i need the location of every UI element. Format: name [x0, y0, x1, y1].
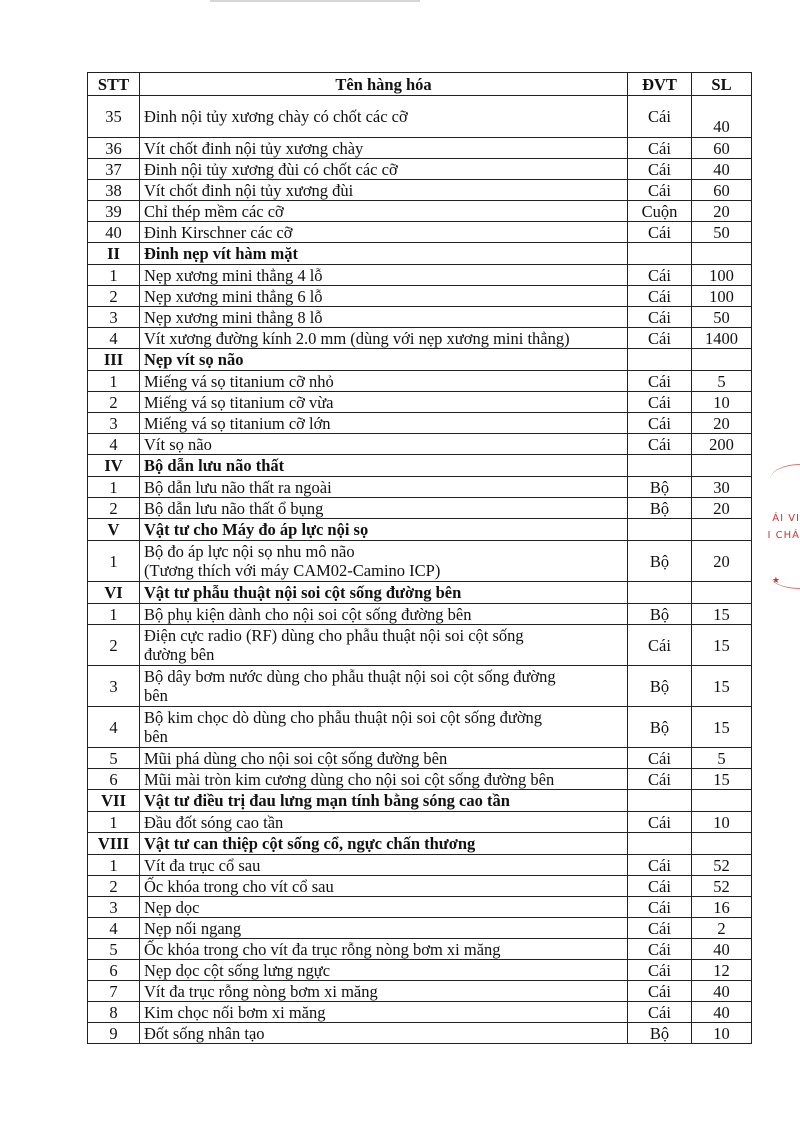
row-sl: 10	[692, 392, 752, 413]
stamp-star-icon: ★	[771, 576, 780, 586]
row-name: Điện cực radio (RF) dùng cho phẫu thuật nội soi cột sống đường bên	[140, 625, 628, 666]
row-sl: 20	[692, 413, 752, 434]
table-row	[88, 981, 752, 1002]
row-dvt: Bộ	[628, 707, 692, 748]
row-sl: 15	[692, 769, 752, 790]
row-stt: 9	[88, 1023, 140, 1044]
row-sl: 100	[692, 265, 752, 286]
row-dvt: Cái	[628, 96, 692, 138]
row-sl: 2	[692, 918, 752, 939]
row-stt: 2	[88, 876, 140, 897]
red-stamp-fragment	[758, 458, 800, 608]
scan-edge-line	[210, 0, 420, 2]
table-row	[88, 876, 752, 897]
row-dvt: Cái	[628, 371, 692, 392]
row-name: Ốc khóa trong cho vít đa trục rỗng nòng bơm xi măng	[140, 939, 628, 960]
row-stt: 3	[88, 897, 140, 918]
row-dvt: Bộ	[628, 477, 692, 498]
row-stt: 5	[88, 748, 140, 769]
row-name: Nẹp xương mini thẳng 8 lỗ	[140, 307, 628, 328]
row-stt: 40	[88, 222, 140, 243]
row-dvt: Cái	[628, 413, 692, 434]
table-row	[88, 1023, 752, 1044]
row-dvt: Cái	[628, 981, 692, 1002]
row-dvt: Cái	[628, 769, 692, 790]
section-title: Vật tư cho Máy đo áp lực nội sọ	[140, 519, 628, 541]
row-name: Ốc khóa trong cho vít cổ sau	[140, 876, 628, 897]
row-sl: 20	[692, 201, 752, 222]
section-row	[88, 790, 752, 812]
row-dvt: Cái	[628, 307, 692, 328]
row-dvt	[628, 455, 692, 477]
table-row	[88, 897, 752, 918]
row-dvt	[628, 349, 692, 371]
row-name: Bộ dẫn lưu não thất ổ bụng	[140, 498, 628, 519]
row-name: Vít sọ não	[140, 434, 628, 455]
row-stt: 3	[88, 666, 140, 707]
row-dvt: Cái	[628, 138, 692, 159]
section-title: Đinh nẹp vít hàm mặt	[140, 243, 628, 265]
row-stt: 2	[88, 286, 140, 307]
row-sl: 15	[692, 604, 752, 625]
table-row	[88, 222, 752, 243]
row-name: Bộ dẫn lưu não thất ra ngoài	[140, 477, 628, 498]
section-number: VII	[88, 790, 140, 812]
row-sl: 16	[692, 897, 752, 918]
table-row	[88, 666, 752, 707]
table-row	[88, 707, 752, 748]
row-dvt: Cái	[628, 625, 692, 666]
row-sl: 60	[692, 180, 752, 201]
table-row	[88, 477, 752, 498]
table-row	[88, 371, 752, 392]
row-sl	[692, 455, 752, 477]
table-row	[88, 392, 752, 413]
table-row	[88, 328, 752, 349]
section-number: IV	[88, 455, 140, 477]
section-number: III	[88, 349, 140, 371]
row-dvt: Cái	[628, 328, 692, 349]
row-name: Miếng vá sọ titanium cỡ nhỏ	[140, 371, 628, 392]
header-sl: SL	[692, 73, 752, 96]
row-name: Miếng vá sọ titanium cỡ vừa	[140, 392, 628, 413]
section-row	[88, 349, 752, 371]
row-sl: 1400	[692, 328, 752, 349]
row-stt: 38	[88, 180, 140, 201]
row-stt: 2	[88, 392, 140, 413]
row-sl: 10	[692, 1023, 752, 1044]
table-row	[88, 918, 752, 939]
row-stt: 4	[88, 434, 140, 455]
row-dvt: Cái	[628, 286, 692, 307]
table-row	[88, 180, 752, 201]
table-row	[88, 769, 752, 790]
header-stt: STT	[88, 73, 140, 96]
table-row	[88, 413, 752, 434]
table-row	[88, 1002, 752, 1023]
row-stt: 6	[88, 769, 140, 790]
row-name: Đầu đốt sóng cao tần	[140, 812, 628, 833]
row-sl: 12	[692, 960, 752, 981]
stamp-text-1: ÁI VI	[772, 513, 800, 524]
table-row	[88, 307, 752, 328]
row-sl: 5	[692, 748, 752, 769]
row-stt: 2	[88, 625, 140, 666]
row-stt: 4	[88, 328, 140, 349]
row-stt: 39	[88, 201, 140, 222]
row-dvt: Bộ	[628, 1023, 692, 1044]
section-title: Vật tư can thiệp cột sống cổ, ngực chấn thương	[140, 833, 628, 855]
row-dvt	[628, 582, 692, 604]
row-sl: 40	[692, 1002, 752, 1023]
row-dvt: Cái	[628, 1002, 692, 1023]
table-row	[88, 498, 752, 519]
row-dvt: Cái	[628, 897, 692, 918]
section-row	[88, 455, 752, 477]
goods-table	[87, 72, 752, 1044]
row-dvt: Cái	[628, 876, 692, 897]
row-name: Miếng vá sọ titanium cỡ lớn	[140, 413, 628, 434]
row-dvt: Bộ	[628, 498, 692, 519]
section-row	[88, 519, 752, 541]
row-sl: 40	[692, 159, 752, 180]
row-dvt: Cái	[628, 812, 692, 833]
row-sl: 40	[692, 939, 752, 960]
header-name: Tên hàng hóa	[140, 73, 628, 96]
table-row	[88, 604, 752, 625]
table-row	[88, 201, 752, 222]
row-stt: 1	[88, 604, 140, 625]
row-name: Chỉ thép mềm các cỡ	[140, 201, 628, 222]
row-sl: 20	[692, 541, 752, 582]
row-stt: 7	[88, 981, 140, 1002]
table-row	[88, 939, 752, 960]
row-stt: 1	[88, 812, 140, 833]
row-sl: 20	[692, 498, 752, 519]
row-sl: 15	[692, 666, 752, 707]
row-sl: 100	[692, 286, 752, 307]
section-title: Bộ dẫn lưu não thất	[140, 455, 628, 477]
row-dvt: Bộ	[628, 541, 692, 582]
row-dvt: Cái	[628, 159, 692, 180]
section-title: Vật tư điều trị đau lưng mạn tính bằng sóng cao tần	[140, 790, 628, 812]
row-sl: 40	[692, 96, 752, 138]
row-stt: 36	[88, 138, 140, 159]
row-name: Đinh Kirschner các cỡ	[140, 222, 628, 243]
row-sl	[692, 243, 752, 265]
table-row	[88, 265, 752, 286]
row-stt: 8	[88, 1002, 140, 1023]
row-stt: 1	[88, 371, 140, 392]
table-row	[88, 286, 752, 307]
row-dvt: Cái	[628, 434, 692, 455]
row-name: Kim chọc nối bơm xi măng	[140, 1002, 628, 1023]
row-sl: 5	[692, 371, 752, 392]
row-sl: 50	[692, 307, 752, 328]
table-row	[88, 855, 752, 876]
row-dvt: Cái	[628, 180, 692, 201]
row-sl: 30	[692, 477, 752, 498]
row-dvt: Cái	[628, 265, 692, 286]
section-number: II	[88, 243, 140, 265]
row-stt: 6	[88, 960, 140, 981]
table-row	[88, 96, 752, 138]
row-dvt: Cái	[628, 748, 692, 769]
row-dvt	[628, 833, 692, 855]
row-name: Đinh nội tủy xương chày có chốt các cỡ	[140, 96, 628, 138]
row-dvt: Cái	[628, 855, 692, 876]
row-sl: 200	[692, 434, 752, 455]
row-stt: 1	[88, 477, 140, 498]
row-sl	[692, 582, 752, 604]
stamp-arc-top	[770, 464, 800, 495]
table-row	[88, 625, 752, 666]
table-row	[88, 960, 752, 981]
table-row	[88, 159, 752, 180]
row-name: Bộ đo áp lực nội sọ nhu mô não (Tương thích với máy CAM02-Camino ICP)	[140, 541, 628, 582]
row-name: Bộ phụ kiện dành cho nội soi cột sống đường bên	[140, 604, 628, 625]
table-row	[88, 812, 752, 833]
row-stt: 1	[88, 541, 140, 582]
row-stt: 5	[88, 939, 140, 960]
section-row	[88, 833, 752, 855]
row-stt: 4	[88, 918, 140, 939]
row-dvt: Cái	[628, 939, 692, 960]
row-name: Nẹp xương mini thẳng 6 lỗ	[140, 286, 628, 307]
row-name: Đinh nội tủy xương đùi có chốt các cỡ	[140, 159, 628, 180]
row-name: Vít chốt đinh nội tủy xương đùi	[140, 180, 628, 201]
table-header-row	[88, 73, 752, 96]
section-row	[88, 582, 752, 604]
row-name: Nẹp dọc cột sống lưng ngực	[140, 960, 628, 981]
row-sl	[692, 519, 752, 541]
stamp-text-2: I CHÁ	[767, 530, 800, 541]
row-name: Nẹp nối ngang	[140, 918, 628, 939]
row-stt: 4	[88, 707, 140, 748]
row-dvt	[628, 790, 692, 812]
table-row	[88, 434, 752, 455]
row-dvt	[628, 243, 692, 265]
row-name: Nẹp dọc	[140, 897, 628, 918]
row-stt: 37	[88, 159, 140, 180]
row-sl: 52	[692, 876, 752, 897]
row-stt: 35	[88, 96, 140, 138]
row-stt: 3	[88, 413, 140, 434]
section-title: Nẹp vít sọ não	[140, 349, 628, 371]
row-dvt	[628, 519, 692, 541]
row-dvt: Cái	[628, 222, 692, 243]
row-name: Mũi mài tròn kim cương dùng cho nội soi cột sống đường bên	[140, 769, 628, 790]
row-sl: 40	[692, 981, 752, 1002]
row-dvt: Cuộn	[628, 201, 692, 222]
row-sl: 60	[692, 138, 752, 159]
row-sl	[692, 349, 752, 371]
row-stt: 2	[88, 498, 140, 519]
row-name: Vít chốt đinh nội tủy xương chày	[140, 138, 628, 159]
row-dvt: Cái	[628, 918, 692, 939]
row-name: Bộ kim chọc dò dùng cho phẫu thuật nội soi cột sống đường bên	[140, 707, 628, 748]
table-row	[88, 138, 752, 159]
row-dvt: Cái	[628, 960, 692, 981]
section-row	[88, 243, 752, 265]
row-dvt: Cái	[628, 392, 692, 413]
row-name: Vít đa trục cổ sau	[140, 855, 628, 876]
row-name: Vít xương đường kính 2.0 mm (dùng với nẹp xương mini thẳng)	[140, 328, 628, 349]
section-number: VIII	[88, 833, 140, 855]
row-sl: 15	[692, 625, 752, 666]
row-sl: 10	[692, 812, 752, 833]
row-name: Nẹp xương mini thẳng 4 lỗ	[140, 265, 628, 286]
row-sl	[692, 790, 752, 812]
table-row	[88, 748, 752, 769]
row-dvt: Bộ	[628, 604, 692, 625]
header-dvt: ĐVT	[628, 73, 692, 96]
table-row	[88, 541, 752, 582]
row-stt: 1	[88, 265, 140, 286]
row-sl	[692, 833, 752, 855]
section-number: V	[88, 519, 140, 541]
section-number: VI	[88, 582, 140, 604]
row-name: Đốt sống nhân tạo	[140, 1023, 628, 1044]
row-stt: 3	[88, 307, 140, 328]
row-name: Bộ dây bơm nước dùng cho phẫu thuật nội soi cột sống đường bên	[140, 666, 628, 707]
row-sl: 52	[692, 855, 752, 876]
row-name: Vít đa trục rỗng nòng bơm xi măng	[140, 981, 628, 1002]
row-name: Mũi phá dùng cho nội soi cột sống đường bên	[140, 748, 628, 769]
row-dvt: Bộ	[628, 666, 692, 707]
section-title: Vật tư phẫu thuật nội soi cột sống đường bên	[140, 582, 628, 604]
row-sl: 50	[692, 222, 752, 243]
row-stt: 1	[88, 855, 140, 876]
row-sl: 15	[692, 707, 752, 748]
